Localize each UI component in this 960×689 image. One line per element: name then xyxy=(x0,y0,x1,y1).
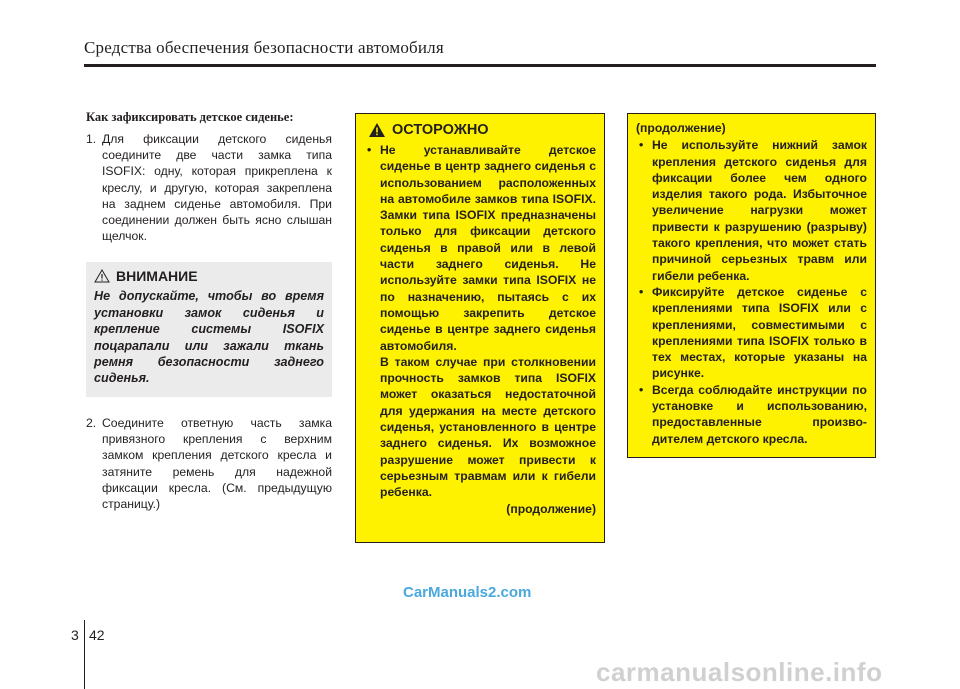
warning-triangle-icon xyxy=(94,269,110,283)
step-1 xyxy=(86,131,332,244)
continued-bullet-2: • Фиксируйте детское сиденье с креплениями типа ISOFIX или с креплениями, совместимыми с креплениями типа ISOFIX только в тех местах, которые указаны на рисунке. xyxy=(636,284,867,382)
page-number-divider xyxy=(84,620,85,689)
page-number: 42 xyxy=(89,627,105,643)
continued-label: (продолжение) xyxy=(506,501,596,516)
caution-heading xyxy=(94,268,324,284)
caution-text: Не допускайте, чтобы во время установки замок сиденья и крепление системы ISOFIX поцарапали или зажали ткань ремня безопасности заднего сиденья. xyxy=(94,289,324,386)
warning-triangle-icon xyxy=(368,122,386,138)
warning-bullet-1: • Не устанавливайте детское сиденье в центр заднего сиденья с использованием расположенных на автомобиле замков типа ISOFIX. Замки типа ISOFIX предназначены только для фиксации детского сиденья в правой или в левой части заднего сиденья. Не используйте замки типа ISOFIX не по назначению, пытаясь с их помощью закрепить детское сиденье в центре заднего сиденья автомобиля. xyxy=(364,142,596,354)
page-header-title: Средства обеспечения безопасности автомобиля xyxy=(84,38,444,57)
warning-title: ОСТОРОЖНО xyxy=(392,122,489,138)
left-column xyxy=(86,110,332,512)
warning-paragraph-2: В таком случае при столкновении прочность замков типа ISOFIX может оказаться недостаточной для удержания на месте детского сиденья, установленного в центре заднего сиденья. Их возможное разрушение может привести к серьезным травмам или к гибели ребенка. xyxy=(380,354,596,500)
step-2 xyxy=(86,415,332,512)
footer-watermark: carmanualsonline.info xyxy=(596,657,883,687)
step-1-text: Для фиксации детского сиденья соедините две части замка типа ISOFIX: одну, которая прикреплена к креслу, и другую, которая закреплена на заднем сиденье автомобиля. При соединении должен быть ясно слышан щелчок. xyxy=(102,132,332,244)
step-1-number: 1. xyxy=(86,132,97,146)
warning-heading xyxy=(368,122,596,138)
caution-title: ВНИМАНИЕ xyxy=(116,268,198,285)
subheading: Как зафиксировать детское сиденье: xyxy=(86,110,294,124)
step-2-text: Соедините ответную часть замка привязного крепления с верхним замком крепления детского кресла и затяните ремень для надежной фиксации кресла. (См. предыдущую страницу.) xyxy=(102,415,332,511)
step-2-number: 2. xyxy=(86,415,97,430)
header-rule xyxy=(84,64,876,67)
caution-notice xyxy=(86,262,332,396)
site-watermark: CarManuals2.com xyxy=(403,584,532,601)
section-number: 3 xyxy=(71,627,79,643)
continued-bullet-3: • Всегда соблюдайте инструкции по установке и использованию, предоставленные произво- дителем детского кресла. xyxy=(636,382,867,447)
continued-warning-box xyxy=(627,113,876,458)
continued-label: (продолжение) xyxy=(636,121,726,135)
continued-bullet-1: • Не используйте нижний замок крепления детского сиденья для фиксации более чем одного изделия такого рода. Избыточное увеличение нагрузки может привести к разрушению (разрыву) такого крепления, что может стать причиной серьезных травм или гибели ребенка. xyxy=(636,137,867,284)
warning-box xyxy=(355,113,605,543)
